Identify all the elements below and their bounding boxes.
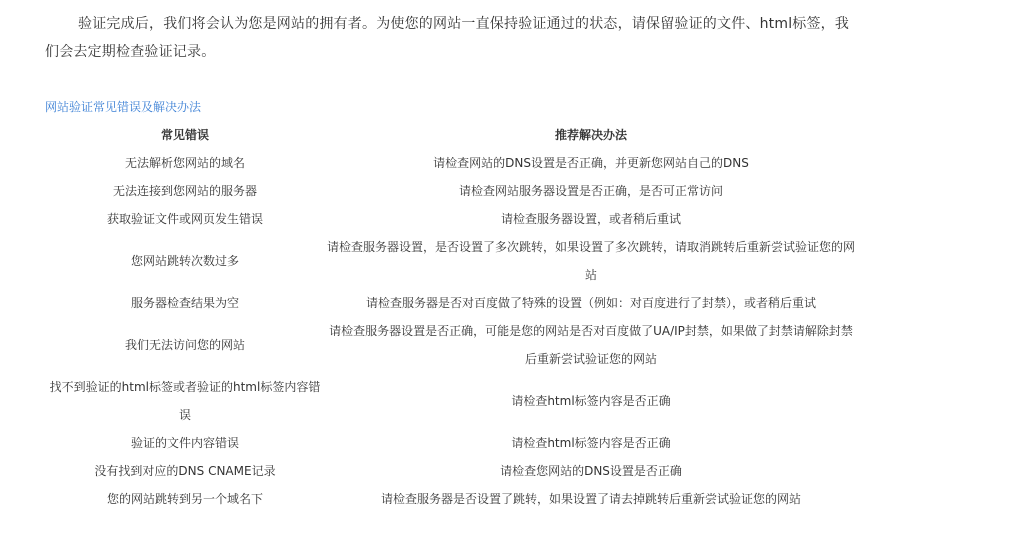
error-cell: 没有找到对应的DNS CNAME记录 bbox=[94, 464, 276, 478]
header-common-errors: 常见错误 bbox=[160, 128, 209, 142]
intro-paragraph: 验证完成后，我们将会认为您是网站的拥有者。为使您的网站一直保持验证通过的状态，请保留验证的文件、html标签，我们会去定期检查验证记录。 bbox=[45, 16, 850, 60]
table-row bbox=[45, 317, 857, 373]
solution-cell: 请检查服务器是否对百度做了特殊的设置（例如：对百度进行了封禁），或者稍后重试 bbox=[365, 296, 816, 310]
solution-cell: 请检查html标签内容是否正确 bbox=[511, 436, 671, 450]
error-solution-table bbox=[45, 121, 857, 513]
table-row bbox=[45, 485, 857, 513]
error-cell: 服务器检查结果为空 bbox=[130, 296, 239, 310]
table-row bbox=[45, 429, 857, 457]
error-cell: 无法连接到您网站的服务器 bbox=[112, 184, 257, 198]
error-cell: 找不到验证的html标签或者验证的html标签内容错误 bbox=[49, 380, 321, 422]
solution-cell: 请检查您网站的DNS设置是否正确 bbox=[500, 464, 682, 478]
solution-cell: 请检查网站服务器设置是否正确，是否可正常访问 bbox=[458, 184, 723, 198]
table-header-row bbox=[45, 121, 857, 149]
error-cell: 无法解析您网站的域名 bbox=[124, 156, 245, 170]
solution-cell: 请检查html标签内容是否正确 bbox=[511, 394, 671, 408]
table-row bbox=[45, 289, 857, 317]
error-cell: 您的网站跳转到另一个域名下 bbox=[106, 492, 263, 506]
error-cell: 您网站跳转次数过多 bbox=[130, 254, 239, 268]
table-row bbox=[45, 149, 857, 177]
section-link-verification-errors[interactable]: 网站验证常见错误及解决办法 bbox=[45, 100, 202, 114]
solution-cell: 请检查服务器设置是否正确，可能是您的网站是否对百度做了UA/IP封禁，如果做了封禁请解除封禁后重新尝试验证您的网站 bbox=[329, 324, 853, 366]
error-cell: 我们无法访问您的网站 bbox=[124, 338, 245, 352]
solution-cell: 请检查服务器是否设置了跳转，如果设置了请去掉跳转后重新尝试验证您的网站 bbox=[380, 492, 801, 506]
table-row bbox=[45, 233, 857, 289]
table-row bbox=[45, 373, 857, 429]
table-row bbox=[45, 205, 857, 233]
solution-cell: 请检查网站的DNS设置是否正确，并更新您网站自己的DNS bbox=[433, 156, 749, 170]
solution-cell: 请检查服务器设置，是否设置了多次跳转，如果设置了多次跳转，请取消跳转后重新尝试验证您的网站 bbox=[326, 240, 855, 282]
error-cell: 验证的文件内容错误 bbox=[130, 436, 239, 450]
table-row bbox=[45, 457, 857, 485]
table-row bbox=[45, 177, 857, 205]
header-recommended-solutions: 推荐解决办法 bbox=[554, 128, 627, 142]
error-cell: 获取验证文件或网页发生错误 bbox=[106, 212, 263, 226]
solution-cell: 请检查服务器设置，或者稍后重试 bbox=[500, 212, 681, 226]
